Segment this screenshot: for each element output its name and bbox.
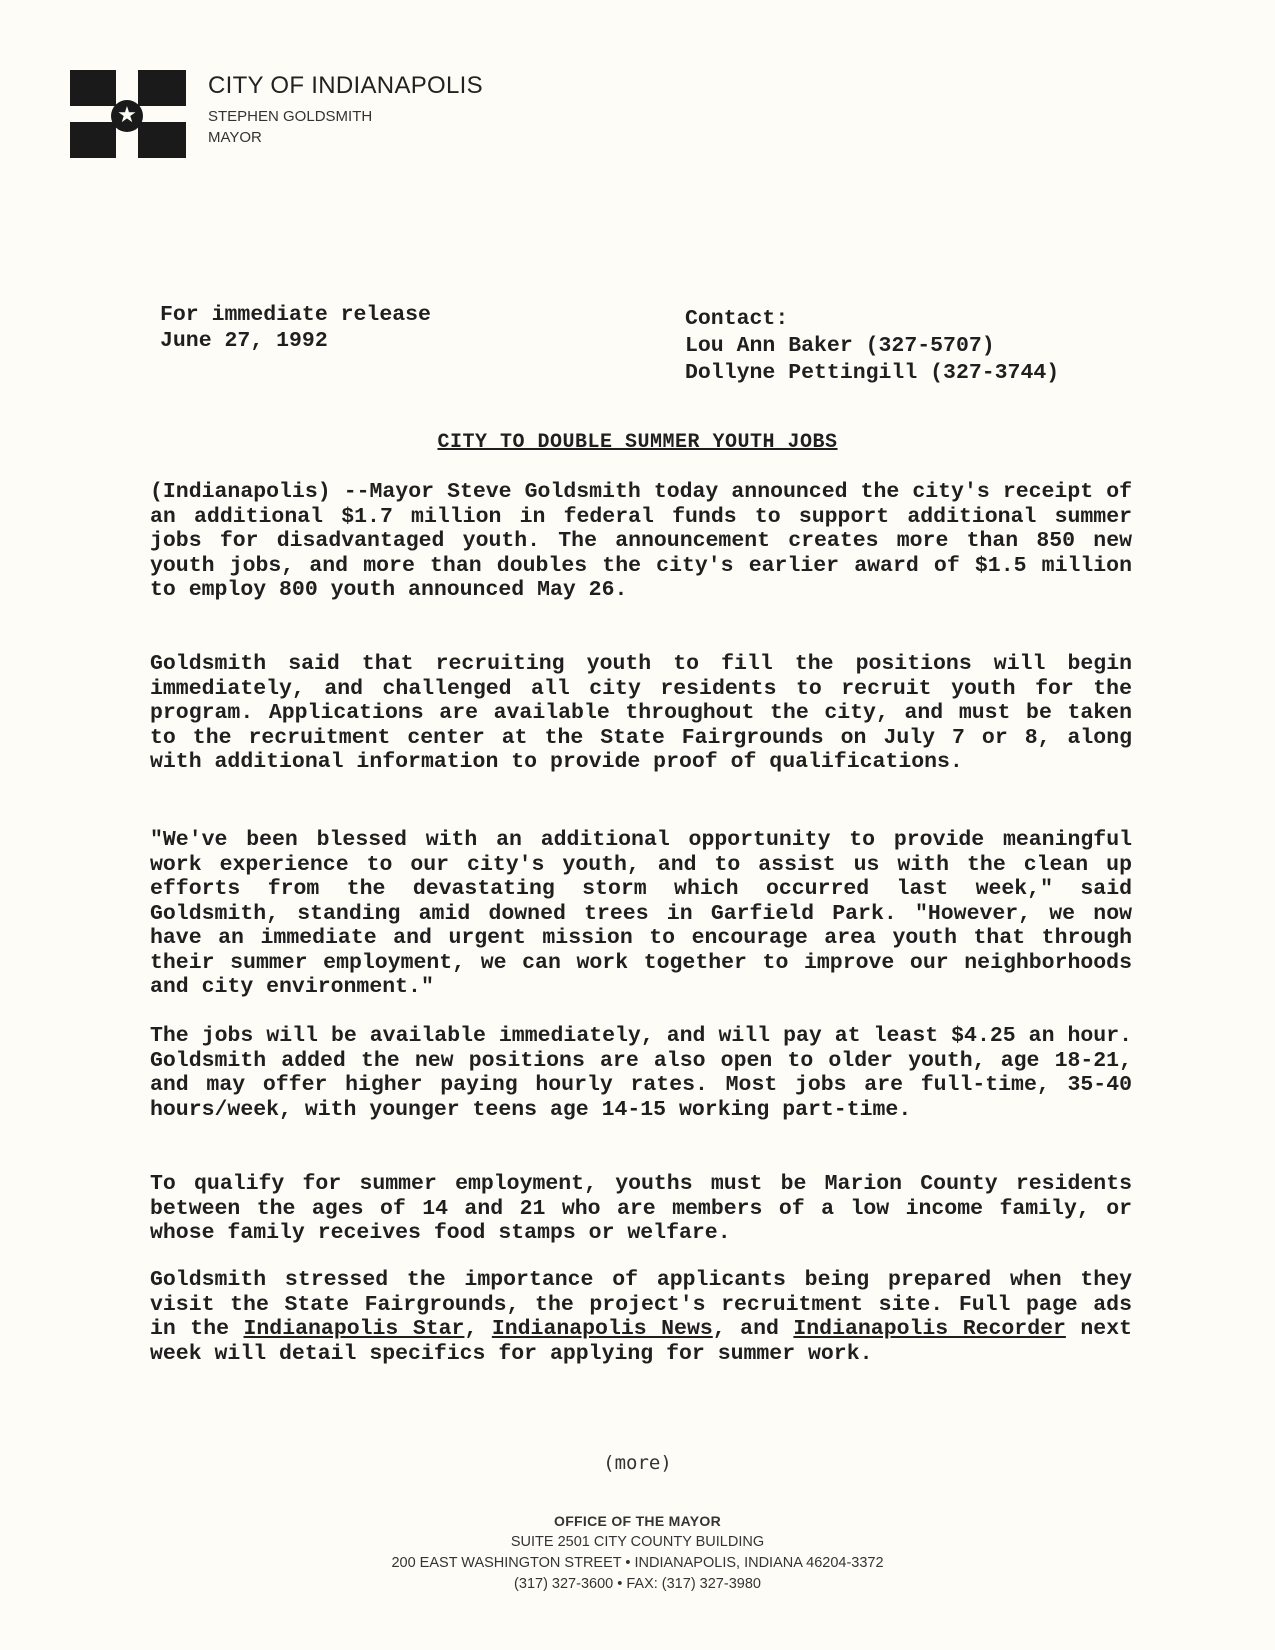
contact-label: Contact: [685,307,789,331]
paragraph-6-separator-2: , and [712,1317,794,1341]
paragraph-2: Goldsmith said that recruiting youth to fill the positions will begin immediately, and challenged all city residents to recruit youth for the program. Applications are available throughout the city, and must be taken to the recruitment center at the State Fairgrounds on July 7 or 8, along with additional information to provide proof of qualifications. [150,652,1132,774]
city-seal-star-icon: ★ [111,100,143,132]
footer-office: OFFICE OF THE MAYOR [554,1513,721,1529]
paragraph-3: "We've been blessed with an additional opportunity to provide meaningful work experience to our city's youth, and to assist us with the clean up efforts from the devastating storm which occurred last week," said Goldsmith, standing amid downed trees in Garfield Park. "However, we now have an immediate and urgent mission to encourage area youth that through their summer employment, we can work together to improve our neighborhoods and city environment." [150,828,1132,999]
newspaper-indianapolis-star: Indianapolis Star [243,1317,465,1341]
release-info [160,302,431,354]
letterhead-mayor-name: STEPHEN GOLDSMITH [208,108,373,125]
paragraph-6-intro: Goldsmith stressed the importance of applicants being prepared when they visit the State Fairgrounds, the project's recruitment site. Full page ads in the [150,1268,1132,1341]
headline: CITY TO DOUBLE SUMMER YOUTH JOBS [437,431,838,454]
newspaper-indianapolis-recorder: Indianapolis Recorder [793,1317,1066,1341]
contact-info [685,306,1059,387]
paragraph-5: To qualify for summer employment, youths must be Marion County residents between the ages of 14 and 21 who are members of a low income family, or whose family receives food stamps or welfare. [150,1172,1132,1245]
paragraph-4: The jobs will be available immediately, and will pay at least $4.25 an hour. Goldsmith added the new positions are also open to older youth, age 18-21, and may offer higher paying hourly rates. Most jobs are full-time, 35-40 hours/week, with younger teens age 14-15 working part-time. [150,1024,1132,1122]
letterhead-city: CITY OF INDIANAPOLIS [208,72,483,99]
footer-suite: SUITE 2501 CITY COUNTY BUILDING [510,1534,765,1550]
newspaper-indianapolis-news: Indianapolis News [491,1317,713,1341]
logo-block-bottom-left [70,122,116,158]
letterhead-mayor-title: MAYOR [208,129,262,146]
paragraph-1: (Indianapolis) --Mayor Steve Goldsmith today announced the city's receipt of an additional $1.7 million in federal funds to support additional summer jobs for disadvantaged youth. The announcement creates more than 850 new youth jobs, and more than doubles the city's earlier award of $1.5 million to employ 800 youth announced May 26. [150,480,1132,602]
footer-street: 200 EAST WASHINGTON STREET • INDIANAPOLIS, INDIANA 46204-3372 [391,1555,884,1571]
logo-block-top-right [138,70,186,106]
logo-block-bottom-right [138,122,186,158]
contact-person-2: Dollyne Pettingill (327-3744) [685,361,1060,385]
release-label: For immediate release [160,303,431,327]
contact-person-1: Lou Ann Baker (327-5707) [685,334,995,358]
paragraph-6 [150,1268,1132,1366]
more-marker: (more) [603,1452,672,1474]
paragraph-6-outro: next week will detail specifics for applying for summer work. [150,1317,1133,1366]
footer [0,1511,1275,1595]
paragraph-6-separator-1: , [464,1317,492,1341]
city-logo [70,70,186,158]
footer-phone: (317) 327-3600 • FAX: (317) 327-3980 [514,1576,761,1592]
release-date: June 27, 1992 [160,329,328,353]
logo-block-top-left [70,70,116,106]
